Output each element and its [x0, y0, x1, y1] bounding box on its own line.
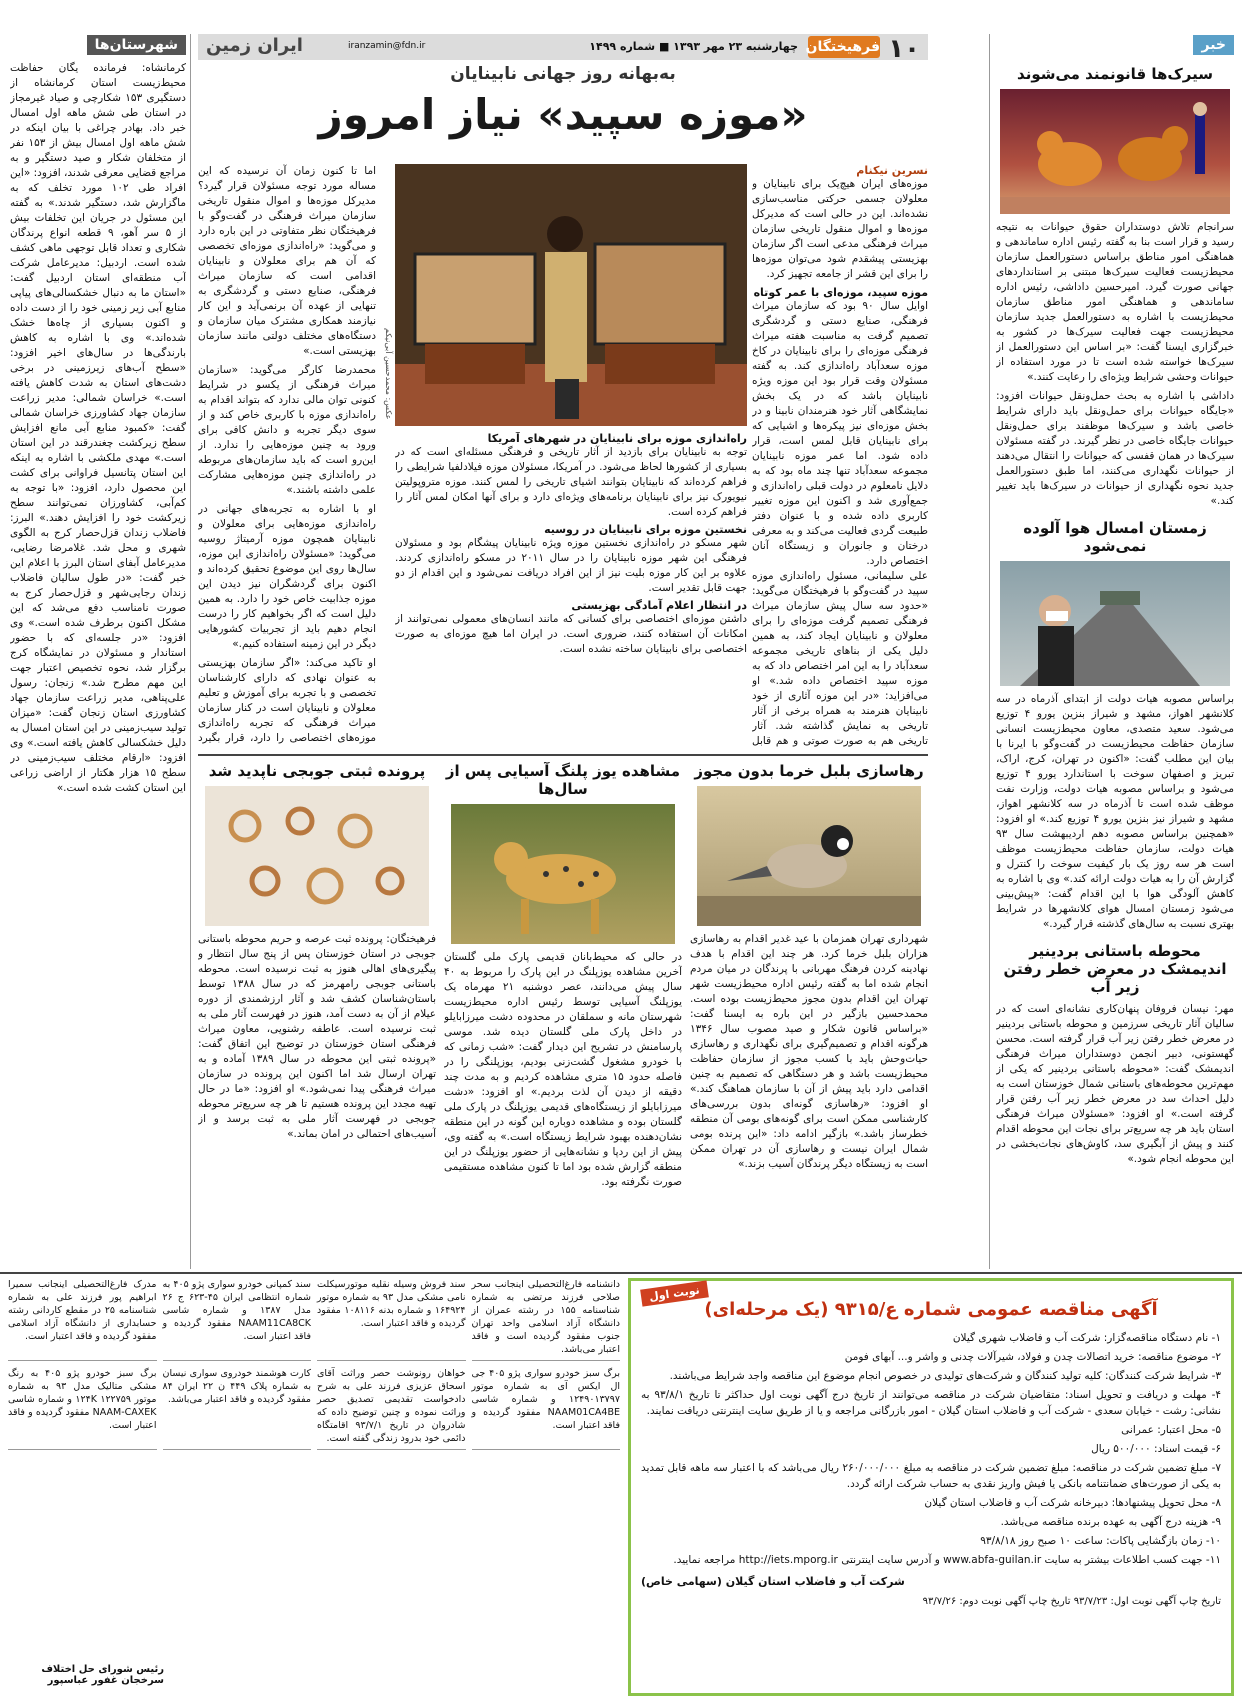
bulbul-photo: [697, 786, 921, 926]
bird-illustration: [697, 786, 921, 926]
circus-tiger-photo: [1000, 89, 1230, 214]
classified-ad: برگ سبز خودرو سواری پژو ۴۰۵ جی ال ایکس آی به شماره موتور ۱۲۴۹۰۱۳۷۹۷ و شماره شاسی NAAM01CA4BE مفقود گردیده و فاقد اعتبار است.: [472, 1367, 621, 1450]
body-9: او با اشاره به تجربه‌های جهانی در راه‌اندازی موزه‌هایی برای معلولان و نابینایان همچون موزه آرمیتاژ روسیه می‌گوید: «مسئولان راه‌اندازی این موزه، سال‌ها روی این موضوع تحقیق کرده‌اند و اکنون برای گردشگران نیز دیدن این موزه جذابیت خاص خود را دارد. به همین دلیل است که اگر بخواهیم کار را درست انجام دهیم باید از تجربیات کشورهایی دیگر در این زمینه استفاده کنیم.»: [198, 503, 376, 650]
news-item-1-body: سرانجام تلاش دوستداران حقوق حیوانات به نتیجه رسید و قرار است بنا به گفته رئیس اداره ساماندهی و هماهنگی امور مناطق براساس دستورالعمل سازمان محیط‌زیست فعالیت سیرک‌ها مبتنی بر استانداردهای جهانی صورت گیرد. امیرحسین داداشی، رئیس اداره ساماندهی و هماهنگی امور مناطق سازمان محیط‌زیست با اشاره به دستورالعمل جدید سازمان محیط‌زیست جهت فعالیت سیرک‌ها در کشور به خبرگزاری ایسنا گفت: «بر اساس این دستورالعمل از سیرک‌ها خواسته شده است تا در مورد استفاده از حیوانات وحشی شرایط ویژه‌ای را رعایت کنند.»: [996, 221, 1234, 383]
museum-illustration: [395, 164, 747, 426]
main-article-col-right: [752, 164, 928, 748]
classified-ad: برگ سبز خودرو پژو ۴۰۵ به رنگ مشکی متالیک مدل ۹۳ به شماره موتور ۱۲۴K ۱۲۲۷۵۹ و شماره شاسی NAAM-CAXEK مفقود گردیده و فاقد اعتبار است.: [8, 1367, 157, 1450]
classified-ad: سند کمپانی خودرو سواری پژو ۴۰۵ به شماره انتظامی ایران ۴۵-۶۲۳ ج ۲۶ مدل ۱۳۸۷ و شماره شاسی NAAM11CA8CK مفقود گردیده و فاقد اعتبار است.: [163, 1278, 312, 1361]
body-7: اما تا کنون زمان آن نرسیده که این مساله مورد توجه مسئولان قرار گیرد؟ مدیرکل موزه‌ها و اموال منقول تاریخی سازمان میراث فرهنگی در گفت‌وگو با فرهیختگان نظر متفاوتی در این باره دارد و می‌گوید: «راه‌اندازی موزه‌ای تخصصی که آن هم برای معلولان و نابینایان اقدامی است که سازمان میراث فرهنگی، صنایع دستی و گردشگری به تنهایی از عهده آن برنمی‌آید و این کار نیازمند همکاری مشترک میان سازمان و دستگاه‌های مختلف دولتی مانند سازمان بهزیستی است.»: [198, 165, 376, 357]
subhead-2: راه‌اندازی موزه برای نابینایان در شهرهای آمریکا: [487, 432, 747, 445]
classifieds: [8, 1278, 620, 1690]
provinces-section-tag: شهرستان‌ها: [87, 35, 186, 55]
subhead-1: موزه سپید، موزه‌ای با عمر کوتاه: [753, 286, 928, 299]
tender-ad: [628, 1278, 1234, 1696]
news-item-2-title: زمستان امسال هوا آلوده نمی‌شود: [1023, 519, 1207, 555]
museum-photo: [395, 164, 747, 426]
cheetah-title: مشاهده یوز پلنگ آسیایی پس از سال‌ها: [445, 762, 681, 798]
classified-ad: مدرک فارغ‌التحصیلی اینجانب سمیرا ابراهیم پور فرزند علی به شماره شناسنامه ۲۵ در مقطع کاردانی رشته حسابداری از دانشگاه آزاد اسلامی مفقود گردیده و فاقد اعتبار است.: [8, 1278, 157, 1361]
section-title: ایران زمین: [206, 35, 303, 56]
tender-line: ۴- مهلت و دریافت و تحویل اسناد: متقاضیان شرکت در مناقصه می‌توانند از تاریخ درج آگهی نوبت اول حداکثر تا تاریخ ۹۳/۸/۱ به نشانی: رشت - خیابان سعدی - شرکت آب و فاضلاب استان گیلان - امور بازرگانی مراجعه و یا از طریق سایت اینترنتی دریافت نمایند.: [641, 1389, 1222, 1417]
artifacts-photo: [205, 786, 429, 926]
tender-line: ۲- موضوع مناقصه: خرید اتصالات چدن و فولاد، شیرآلات چدنی و واشر و... آبهای فومن: [844, 1351, 1221, 1363]
subhead-3: نخستین موزه برای نابینایان در روسیه: [544, 523, 747, 536]
body-1: اوایل سال ۹۰ بود که سازمان میراث فرهنگی، صنایع دستی و گردشگری تصمیم گرفت به مناسبت هفته میراث فرهنگی موزه‌ای را برای نابینایان در کاخ موزه سعدآباد راه‌اندازی کند. به گفته مسئولان وقت قرار بود این موزه ویژه نابینایان باشد که در یک بخش نمایشگاهی آثار خود هنرمندان نابینا و در بخش موزه‌ای نیز پیکره‌ها و اشیایی که برای نابینایان قابل لمس است، قرار داده شود. اما عمر موزه نابینایان مجموعه سعدآباد تنها چند ماه بود که به دلایل نامعلوم در دولت قبلی راه‌اندازی و جمع‌آوری شد و اکنون این موزه تغییر کاربری داده شده و با عنوان دفتر طبیعت گردی فعالیت می‌کند و به معرفی درختان و جانوران و زیستگاه آنان اختصاص دارد.: [752, 300, 928, 567]
tender-line: ۳- شرایط شرکت کنندگان: کلیه تولید کنندگان و شرکت‌های تولیدی در خصوص انجام موضوع این مناقصه واجد شرایط می‌باشند.: [669, 1370, 1221, 1382]
newspaper-logo: فرهیختگان: [808, 36, 880, 58]
classified-ad: دانشنامه فارغ‌التحصیلی اینجانب سحر صلاحی فرزند مرتضی به شماره شناسنامه ۱۵۵ در رشته عمران از دانشگاه آزاد اسلامی واحد تهران جنوب مفقود گردیده است و فاقد اعتبار می‌باشد.: [472, 1278, 621, 1361]
section-email: iranzamin@fdn.ir: [348, 41, 426, 51]
body-4: توجه به نابینایان برای بازدید از آثار تاریخی و فرهنگی مسئله‌ای است که در بسیاری از کشورها لحاظ می‌شود. در آمریکا، مسئولان موزه فیلادلفیا شرایطی را فراهم کرده‌اند که نابینایان بتوانند اشیای تاریخی را لمس کنند. موزه متروپولیتن نیویورک نیز برای نابینایان برنامه‌های ویژه‌ای دارد و برای آنها امکان لمس آثار را فراهم کرده است.: [395, 446, 747, 518]
main-article-col-left: [198, 164, 376, 748]
classified-ad: کارت هوشمند خودروی سواری نیسان به شماره پلاک ۴۴۹ ن ۲۲ ایران ۸۴ مفقود گردیده و فاقد اعتبار می‌باشد.: [163, 1367, 312, 1450]
masthead: [198, 34, 928, 64]
cheetah-photo: [451, 804, 675, 944]
bulbul-body: شهرداری تهران همزمان با عید غدیر اقدام به رهاسازی هزاران بلبل خرما کرد. هر چند این اقدام با هدف نهادینه کردن فرهنگ مهربانی با پرندگان در میان مردم انجام شده اما به گفته رئیس اداره محیط‌زیست شهر تهران این اقدام بدون مجوز محیط‌زیست بوده است. محمدحسین بازگیر در این باره به ایسنا گفت: «براساس قانون شکار و صید مصوب سال ۱۳۴۶ هرگونه اقدام و تصمیم‌گیری برای نگهداری و رهاسازی حیات‌وحش باید با کسب مجوز از سازمان حفاظت محیط‌زیست باشد و هر دستگاهی که تصمیم به چنین اقدامی دارد باید پیش از آن با سازمان هماهنگ کند.» او افزود: «رهاسازی گونه‌ای بدون بررسی‌های کارشناسی ممکن است برای گونه‌های بومی آن منطقه خطرساز باشد.» بازگیر ادامه داد: «این پرنده بومی شمال ایران نیست و رهاسازی آن در تهران ممکن است به زیستگاه دیگر پرندگان آسیب بزند.»: [690, 933, 928, 1170]
classified-ad: سند فروش وسیله نقلیه موتورسیکلت نامی مشکی مدل ۹۳ به شماره موتور ۱۶۴۹۲۴ و شماره بدنه ۱۰۸۱۱۶ مفقود گردیده و فاقد اعتبار است.: [317, 1278, 466, 1361]
classifieds-grid: [8, 1278, 620, 1450]
tender-dates: تاریخ چاپ آگهی نوبت اول: ۹۳/۷/۲۳ تاریخ چاپ آگهی نوبت دوم: ۹۳/۷/۲۶: [922, 1596, 1221, 1607]
provinces-body: کرمانشاه: فرمانده یگان حفاظت محیط‌زیست استان کرمانشاه از دستگیری ۱۵۳ شکارچی و صیاد غیرمجاز در استان طی شش ماهه اول امسال خبر داد. بهادر چراغی با بیان اینکه در شش ماهه اول امسال بیش از ۱۵۳ نفر از متخلفان شکار و صید دستگیر و به مراجع قضایی معرفی شدند، افزود: «این افراد طی ۱۰۲ مورد تخلف که به ماگزارش شد، دستگیر شدند.» به گفته این مسئول در جریان این تخلفات بیش از ۵ سر آهو، ۹ قطعه انواع پرندگان شکاری و تعداد قابل توجهی ماهی کشف شده است. اردبیل: مدیرعامل شرکت آب منطقه‌ای استان اردبیل گفت: «استان ما به دنبال خشکسالی‌های پیاپی منابع آبی زیر زمینی خود را از دست داده و اکنون بسیاری از چاه‌ها خشک شده‌اند.» وی با اشاره به کاهش بارندگی‌ها در سال‌های اخیر افزود: «سطح آب‌های زیرزمینی در برخی دشت‌های استان به شدت کاهش یافته است.» خراسان شمالی: مدیر زراعت سازمان جهاد کشاورزی خراسان شمالی گفت: «کمبود منابع آبی مانع افزایش سطح زیرکشت چغندرقند در این استان است.» مهدی ملکشی با اشاره به اینکه این استان پتانسیل فراوانی برای کشت این محصول دارد، افزود: «با توجه به کم‌آبی، کشاورزان نمی‌توانند سطح زیرکشت خود را افزایش دهند.» البرز: فاضلاب زندان قزل‌حصار کرج به الگوی شهری و محل شد. غلامرضا رضایی، مدیرعامل آبفای استان البرز با اعلام این خبر گفت: «در طول سالیان فاضلاب زندان رجایی‌شهر و قزل‌حصار کرج به صورت نامناسب دفع می‌شد که این مشکل اکنون برطرف شده است.» وی افزود: «در جلسه‌ای که با حضور استاندار و مسئولان در نمایشگاه کرج برگزار شد، نحوه تخصیص اعتبار جهت این مهم مطرح شد.» زنجان: رسول علی‌پناهی، مدیر زراعت سازمان جهاد کشاورزی استان زنجان گفت: «میزان تولید سیب‌زمینی در این استان امسال به دلیل خشکسالی کاهش یافته است.» وی افزود: «ارقام مختلف سیب‌زمینی در سطح ۱۵ هزار هکتار از اراضی زراعی این استان کشت شده است.»: [10, 62, 186, 794]
lead-text: موزه‌های ایران هیچ‌یک برای نابینایان و معلولان جسمی حرکتی مناسب‌سازی نشده‌اند. این در حالی است که مدیرکل موزه‌ها و اموال منقول تاریخی سازمان میراث فرهنگی مدعی است اگر سازمان بهزیستی پیشقدم شود می‌توان موزه‌ها را برای این قشر از جامعه تجهیز کرد.: [752, 178, 928, 280]
tender-line: ۸- محل تحویل پیشنهادها: دبیرخانه شرکت آب و فاضلاب استان گیلان: [924, 1497, 1221, 1509]
tender-line: ۹- هزینه درج آگهی به عهده برنده مناقصه می‌باشد.: [1000, 1516, 1221, 1528]
tender-line: ۵- محل اعتبار: عمرانی: [1121, 1424, 1221, 1436]
tender-line: ۱- نام دستگاه مناقصه‌گزار: شرکت آب و فاضلاب شهری گیلان: [952, 1332, 1221, 1344]
cheetah-body: در حالی که محیط‌بانان قدیمی پارک ملی گلستان آخرین مشاهده یوزپلنگ در این پارک را مربوط به ۴۰ سال پیش می‌دانند، عصر دوشنبه ۲۱ مهرماه یک یوزپلنگ آسیایی توسط رئیس اداره محیط‌زیست شهرستان مانه و سملقان در محدوده دشت میرزابایلو در داخل پارک ملی گلستان دیده شد. موسی پارسامنش در تشریح این دیدار گفت: «شب زمانی که با خودرو مشغول گشت‌زنی بودیم، یوزپلنگی را در فاصله حدود ۱۵ متری مشاهده کردیم و به مدت چند دقیقه از دیدن آن لذت بردیم.» او افزود: «دشت میرزابایلو از زیستگاه‌های قدیمی یوزپلنگ در پارک ملی گلستان بوده و مشاهده دوباره این گونه در این منطقه نشان‌دهنده بهبود شرایط زیستگاه است.» به گفته وی، پیش از این ردپا و نشانه‌هایی از حضور یوزپلنگ در این منطقه گزارش شده بود اما تا کنون مشاهده مستقیمی صورت نگرفته بود.: [444, 951, 682, 1188]
tender-title: آگهی مناقصه عمومی شماره ع/۹۳۱۵ (یک مرحله‌ای): [704, 1299, 1158, 1320]
air-pollution-photo: [1000, 561, 1230, 686]
jubji-title: پرونده ثبتی جوبجی ناپدید شد: [208, 762, 426, 780]
body-8: محمدرضا کارگر می‌گوید: «سازمان میراث فرهنگی از یکسو در شرایط کنونی توان مالی ندارد که بتواند اقدام به راه‌اندازی موزه با کاربری خاص کند و از سوی دیگر تجربه و دانش کافی برای ورود به چنین موزه‌هایی را ندارد. از این‌رو است که باید سازمان‌های مربوطه در راه‌اندازی چنین موزه‌هایی مشارکت علمی داشته باشند.»: [198, 364, 376, 496]
tender-signature: شرکت آب و فاضلاب استان گیلان (سهامی خاص): [641, 1575, 905, 1588]
news-item-1-body2: داداشی با اشاره به بحث حمل‌ونقل حیوانات افزود: «جایگاه حیوانات برای حمل‌ونقل باید دارای شرایط خاصی باشد و سیرک‌ها موظفند برای حمل‌ونقل حیوانات جایگاه خاصی در نظر گیرند. در گفته مسئولان سیرک‌ها در همان قفسی که حیوانات را انتقال می‌دهند از حیوانات نگهداری می‌کنند، اما طبق دستورالعمل جدید نحوه نگهداری از حیوانات در سیرک‌ها باید تغییر کند.»: [996, 390, 1234, 507]
classifieds-signature: رئیس شورای حل اختلاف سرخجان غفور عباسپور: [41, 1664, 164, 1686]
main-article-col-middle: [395, 432, 747, 748]
cheetah-illustration: [451, 804, 675, 944]
news-column: [996, 34, 1234, 1269]
photo-credit: عکس: محمدحسین آبی‌نیکم: [384, 328, 393, 420]
tender-line: ۱۰- زمان بازگشایی پاکات: ساعت ۱۰ صبح روز ۹۳/۸/۱۸: [980, 1535, 1221, 1547]
bottom-article-3: [198, 762, 436, 1268]
bottom-article-1: [690, 762, 928, 1268]
body-5: شهر مسکو در راه‌اندازی نخستین موزه ویژه نابینایان پیشگام بود و مسئولان فرهنگی این شهر موزه نابینایان را در سال ۲۰۱۱ در مسکو راه‌اندازی کردند. علاوه بر این کار موزه بلیت نیز از این افراد دریافت نمی‌شود و این اقدام از دو جهت قابل تقدیر است.: [395, 537, 747, 594]
bulbul-title: رهاسازی بلبل خرما بدون مجوز: [694, 762, 924, 780]
tiger-illustration: [1000, 89, 1230, 214]
classified-ad: خواهان رونوشت حصر وراثت آقای اسحاق عزیزی فرزند علی به شرح دادخواست تقدیمی تصدیق حصر وراثت نموده و چنین توضیح داده که شادروان در تاریخ ۹۳/۷/۱ اقامتگاه دائمی خود بدرود زندگی گفته است.: [317, 1367, 466, 1450]
tender-line: ۶- قیمت اسناد: ۵۰۰/۰۰۰ ریال: [1091, 1443, 1221, 1455]
author: نسرین نیکنام: [856, 164, 928, 177]
main-article-title: «موزه سپید» نیاز امروز: [318, 90, 808, 139]
body-6: داشتن موزه‌ای اختصاصی برای کسانی که مانند انسان‌های معمولی نمی‌توانند از امکانات آن استفاده کنند، ضروری است. در ایران اما هیچ موزه‌ای به صورت اختصاصی برای نابینایان ساخته نشده است.: [395, 613, 747, 655]
issue-date: چهارشنبه ۲۳ مهر ۱۳۹۳ ■ شماره ۱۴۹۹: [589, 40, 798, 53]
news-section-tag: خبر: [1193, 35, 1234, 55]
tender-badge: نوبت اول: [640, 1280, 709, 1306]
artifacts-illustration: [205, 786, 429, 926]
subhead-4: در انتظار اعلام آمادگی بهزیستی: [571, 599, 747, 612]
provinces-column: [10, 34, 186, 1269]
page-number: ۱۰: [888, 34, 920, 64]
main-article-header: [198, 64, 928, 164]
main-article-kicker: به‌بهانه روز جهانی نابینایان: [450, 64, 676, 84]
news-item-3-body: مهر: نیسان فروفان پنهان‌کاری نشانه‌ای است که در سالیان آثار تاریخی سرزمین و محوطه باستانی بردینیر در معرض خطر رفتن زیر آب قرار گرفته است. محسن گهستونی، دبیر انجمن دوستداران میراث فرهنگی اندیمشک گفت: «محوطه باستانی بردینیر که یکی از مهم‌ترین محوطه‌های باستانی شمال خوزستان است به دلیل احداث سد در معرض خطر زیر آب رفتن قرار گرفته است.» او افزود: «مسئولان میراث فرهنگی استان باید هر چه سریع‌تر برای نجات این محوطه اقدام کنند و پیش از آبگیری سد، کاوش‌های نجات‌بخشی در این محوطه انجام شود.»: [996, 1003, 1234, 1165]
tender-lines: [631, 1330, 1231, 1568]
bottom-article-2: [444, 762, 682, 1268]
news-item-1-title: سیرک‌ها قانونمند می‌شوند: [1017, 65, 1213, 83]
body-2: علی سلیمانی، مسئول راه‌اندازی موزه سپید در گفت‌وگو با فرهیختگان می‌گوید: «حدود سه سال پیش سازمان میراث فرهنگی تصمیم گرفت موزه‌ای را برای معلولان و نابینایان ایجاد کند، به همین دلیل یکی از بناهای تاریخی مجموعه سعدآباد را به این امر اختصاص داد که به موزه سپید اختصاص داده شد.» او می‌افزاید: «در این موزه آثاری از خود نابینایان هنرمند به همراه برخی از آثار تاریخی به نمایش گذاشته شد. آثار تاریخی هم به صورت صوتی و هم قابل: [752, 570, 928, 747]
tender-line: ۱۱- جهت کسب اطلاعات بیشتر به سایت www.abfa-guilan.ir و آدرس سایت اینترنتی http://iets.mporg.ir مراجعه نمایید.: [673, 1554, 1221, 1566]
highway-illustration: [1000, 561, 1230, 686]
news-item-3-title: محوطه باستانی بردینیر اندیمشک در معرض خطر رفتن زیر آب: [1003, 942, 1227, 996]
body-10: او تاکید می‌کند: «اگر سازمان بهزیستی به عنوان نهادی که دارای کارشناسان تخصصی و با تجربه برای آموزش و تعلیم معلولان و نابینایان است در کنار سازمان میراث فرهنگی که تجربه راه‌اندازی موزه‌های اختصاصی را دارد، قرار بگیرد: [198, 657, 376, 744]
tender-line: ۷- مبلغ تضمین شرکت در مناقصه: مبلغ تضمین شرکت در مناقصه به مبلغ ۲۶۰/۰۰۰/۰۰۰ ریال می‌باشد که با اعتبار سه ماهه قابل تمدید به یکی از صورت‌های ضمانتنامه بانکی یا فیش واریز نقدی به حساب شرکت ارائه گردد.: [641, 1462, 1221, 1490]
jubji-body: فرهیختگان: پرونده ثبت عرصه و حریم محوطه باستانی جوبجی در استان خوزستان پس از پنج سال انتظار و پیگیری‌های اهالی هنوز به ثبت نرسیده است. محوطه باستانی جوبجی رامهرمز که در سال ۱۳۸۸ توسط باستان‌شناسان کشف شد و آثار ارزشمندی از دوره عیلام از آن به دست آمد، هنوز در فهرست آثار ملی به ثبت نرسیده است. عاطفه رشنویی، معاون میراث فرهنگی استان خوزستان در توضیح این اتفاق گفت: «پرونده ثبتی این محوطه در سال ۱۳۸۹ آماده و به تهران ارسال شد اما اکنون این پرونده در سازمان میراث فرهنگی پیدا نمی‌شود.» او افزود: «ما در حال تهیه مجدد این پرونده هستیم تا هر چه سریع‌تر محوطه جوبجی در فهرست آثار ملی به ثبت برسد و از آسیب‌های احتمالی در امان بماند.»: [198, 933, 436, 1140]
news-item-2-body: براساس مصوبه هیات دولت از ابتدای آذرماه در سه کلانشهر اهواز، مشهد و شیراز بنزین یورو ۴ توزیع می‌شود. سعید متصدی، معاون محیط‌زیست انسانی سازمان حفاظت محیط‌زیست در گفت‌وگو با ایرنا با بیان این مطلب گفت: «اکنون در تهران، کرج، اراک، تبریز و اصفهان سوخت با استاندارد یورو ۴ توزیع می‌شود و براساس مصوبه هیات دولت، وزارت نفت موظف شده است تا آذرماه در سه کلانشهر اهواز، مشهد و شیراز نیز بنزین یورو ۴ توزیع کند.» او افزود: «همچنین براساس مصوبه دهم اردیبهشت سال ۹۳ هیات دولت، سازمان حفاظت محیط‌زیست موظف است هر سه روز یک بار کیفیت سوخت را کنترل و گزارش آن را به هیات دولت ارائه کند.» وی با اشاره به کاهش آلودگی هوا با این اقدام گفت: «پیش‌بینی می‌شود زمستان امسال هوای کلانشهرها در شرایط بهتری نسبت به سال‌های گذشته قرار گیرد.»: [996, 693, 1234, 930]
